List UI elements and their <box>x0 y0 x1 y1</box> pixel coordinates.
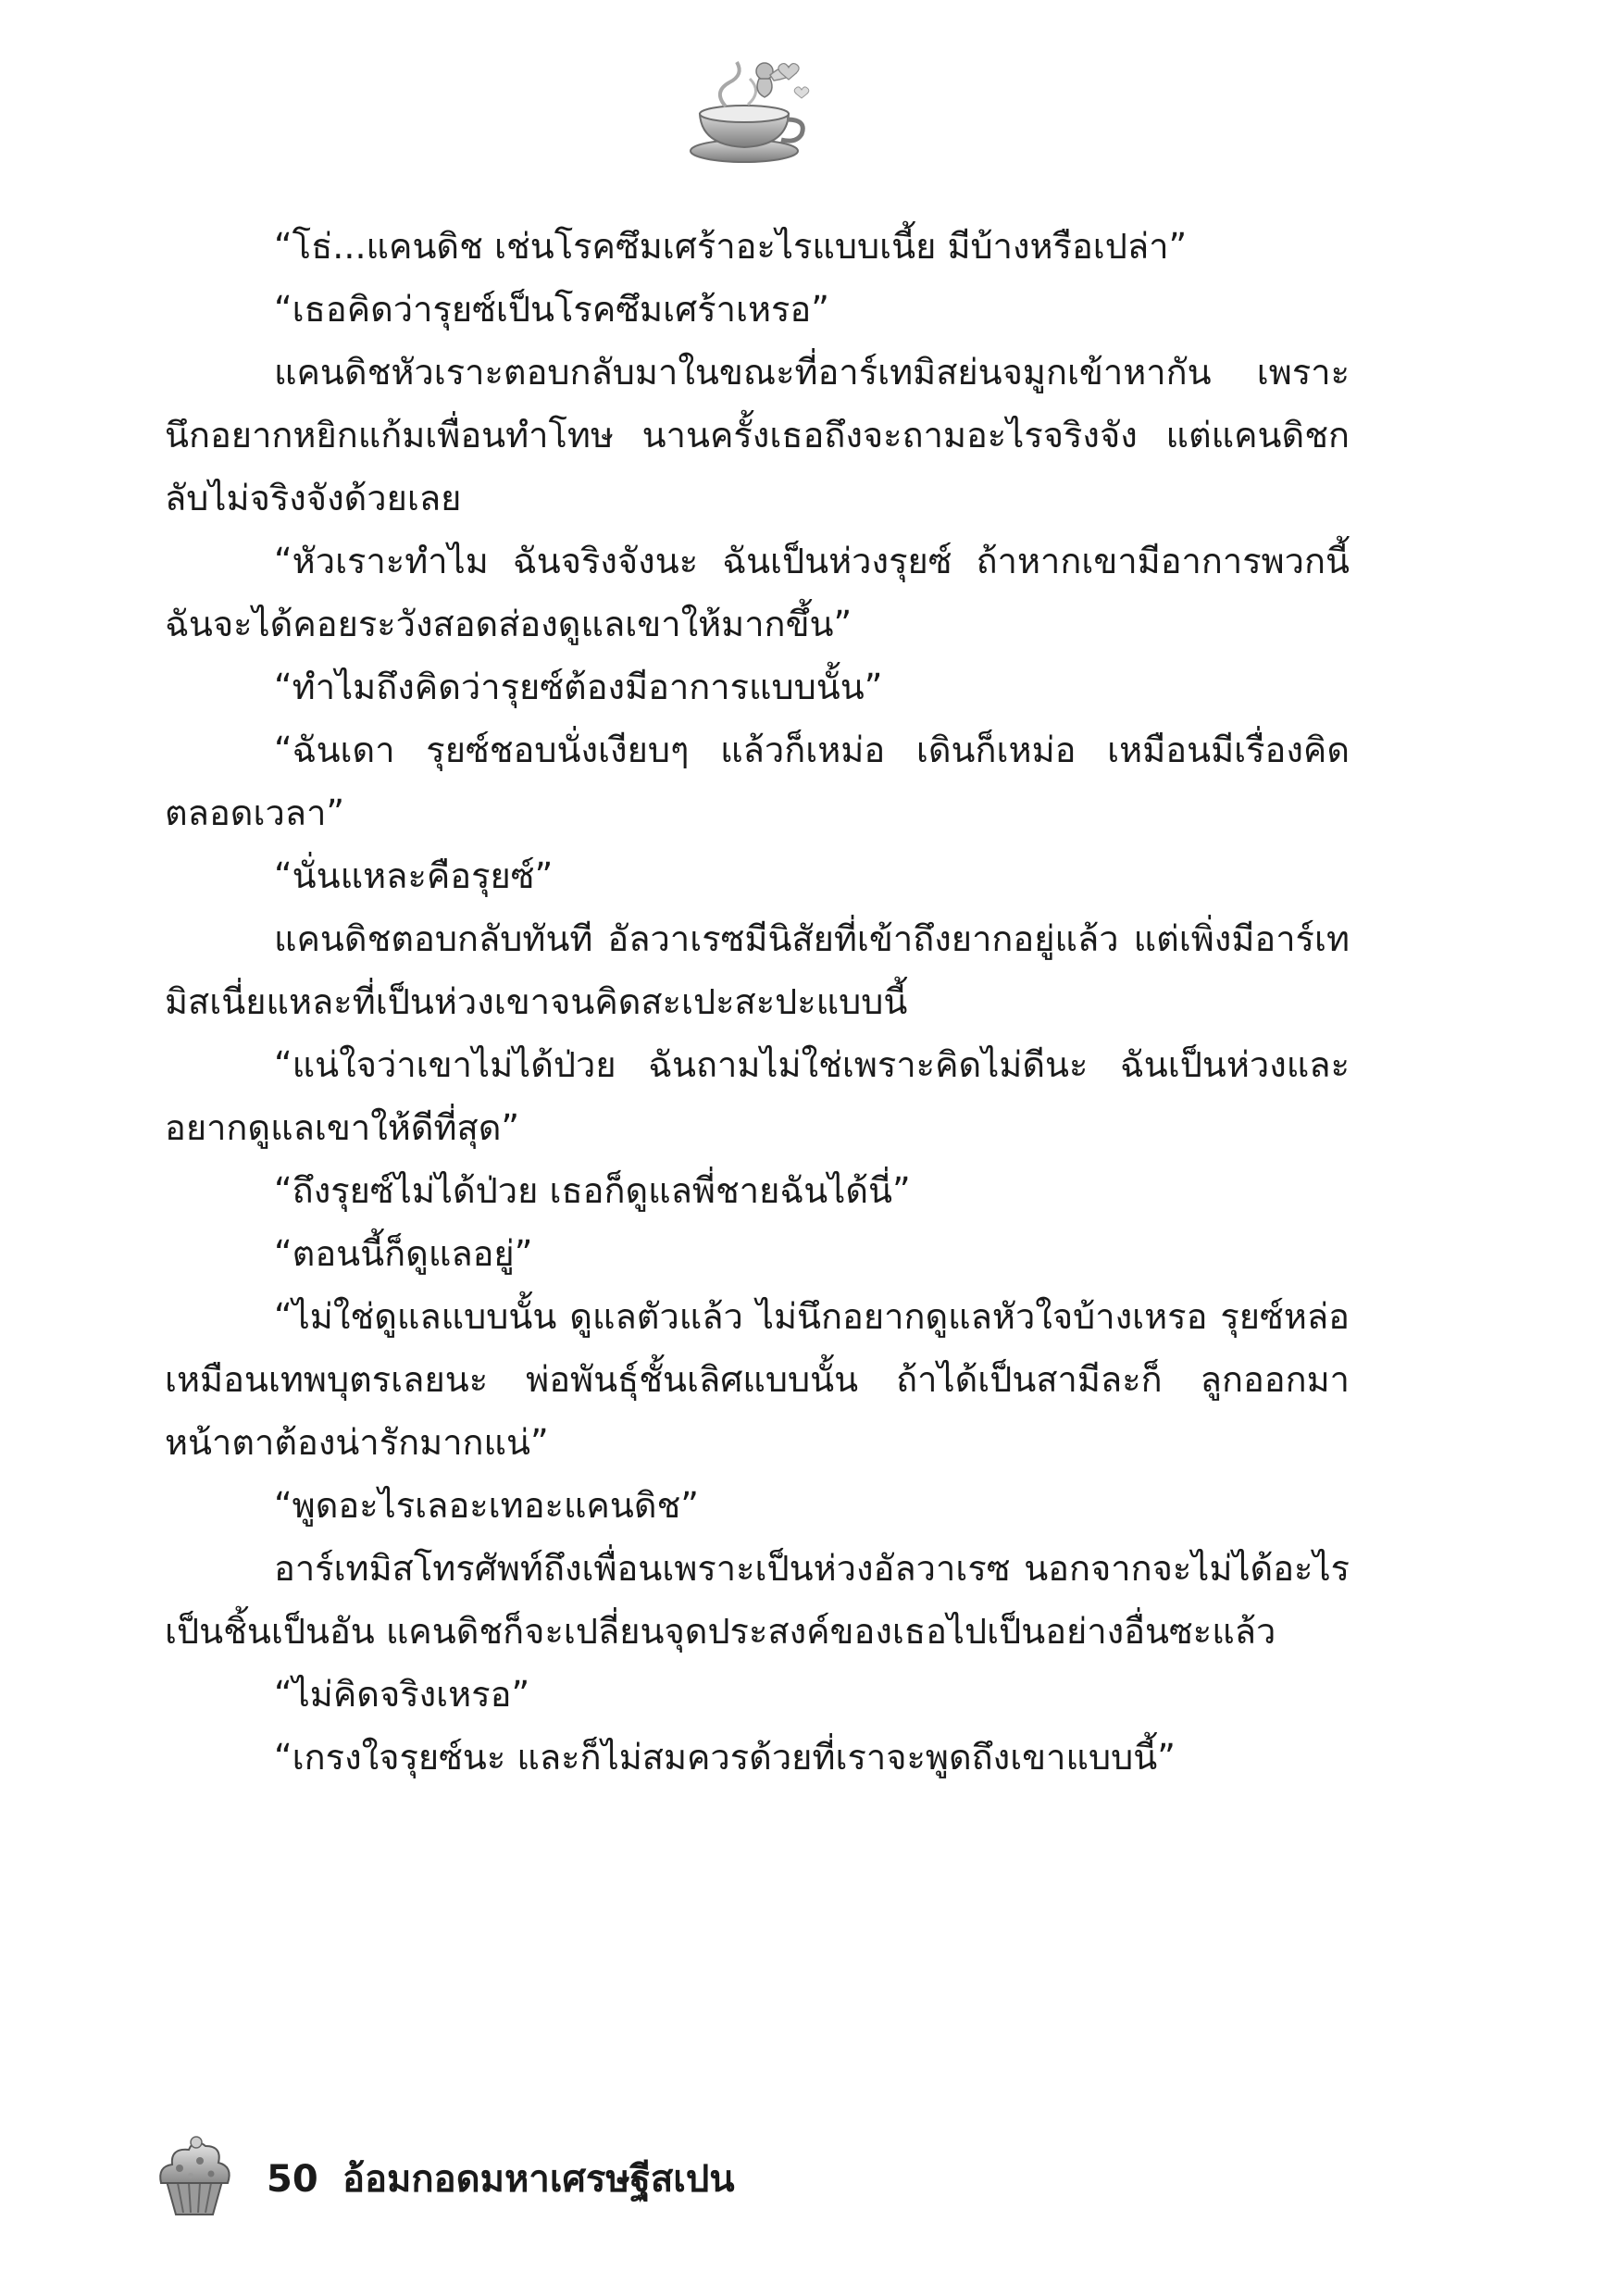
paragraph: “แน่ใจว่าเขาไม่ได้ป่วย ฉันถามไม่ใช่เพราะคิดไม่ดีนะ ฉันเป็นห่วงและอยากดูแลเขาให้ดีที่สุด” <box>165 1044 1350 1148</box>
paragraph: “นั่นแหละคือรุยซ์” <box>274 855 554 896</box>
paragraph: อาร์เทมิสโทรศัพท์ถึงเพื่อนเพราะเป็นห่วงอัลวาเรซ นอกจากจะไม่ได้อะไรเป็นชิ้นเป็นอัน แคนดิชก็จะเปลี่ยนจุดประสงค์ของเธอไปเป็นอย่างอื่นซะแล้ว <box>165 1548 1350 1652</box>
paragraph: “พูดอะไรเลอะเทอะแคนดิช” <box>274 1485 699 1526</box>
book-title: อ้อมกอดมหาเศรษฐีสเปน <box>342 2158 735 2201</box>
paragraph: “ถึงรุยซ์ไม่ได้ป่วย เธอก็ดูแลพี่ชายฉันได้นี่” <box>274 1170 911 1211</box>
paragraph: “ตอนนี้ก็ดูแลอยู่” <box>274 1233 533 1274</box>
page-footer <box>148 2129 889 2231</box>
paragraph: “ฉันเดา รุยซ์ชอบนั่งเงียบๆ แล้วก็เหม่อ เดินก็เหม่อ เหมือนมีเรื่องคิดตลอดเวลา” <box>165 730 1350 833</box>
paragraph: “โธ่...แคนดิช เช่นโรคซึมเศร้าอะไรแบบเนี้ย มีบ้างหรือเปล่า” <box>274 226 1188 267</box>
paragraph: “เกรงใจรุยซ์นะ และก็ไม่สมควรด้วยที่เราจะพูดถึงเขาแบบนี้” <box>274 1737 1176 1778</box>
page-number: 50 <box>267 2158 318 2201</box>
paragraph: แคนดิชตอบกลับทันที อัลวาเรซมีนิสัยที่เข้าถึงยากอยู่แล้ว แต่เพิ่งมีอาร์เทมิสเนี่ยแหละที่เป็นห่วงเขาจนคิดสะเปะสะปะแบบนี้ <box>165 918 1350 1022</box>
body-text <box>165 215 1350 2103</box>
cupid-teacup-icon <box>679 51 818 171</box>
paragraph: “เธอคิดว่ารุยซ์เป็นโรคซึมเศร้าเหรอ” <box>274 289 829 330</box>
paragraph: “ไม่ใช่ดูแลแบบนั้น ดูแลตัวแล้ว ไม่นึกอยากดูแลหัวใจบ้างเหรอ รุยซ์หล่อเหมือนเทพบุตรเลยนะ พ่อพันธุ์ชั้นเลิศแบบนั้น ถ้าได้เป็นสามีละก็ ลูกออกมาหน้าตาต้องน่ารักมากแน่” <box>165 1296 1350 1463</box>
cupcake-icon <box>148 2129 241 2222</box>
paragraph: “หัวเราะทำไม ฉันจริงจังนะ ฉันเป็นห่วงรุยซ์ ถ้าหากเขามีอาการพวกนี้ ฉันจะได้คอยระวังสอดส่องดูแลเขาให้มากขึ้น” <box>165 541 1350 644</box>
paragraph: แคนดิชหัวเราะตอบกลับมาในขณะที่อาร์เทมิสย่นจมูกเข้าหากัน เพราะนึกอยากหยิกแก้มเพื่อนทำโทษ นานครั้งเธอถึงจะถามอะไรจริงจัง แต่แคนดิชกลับไม่จริงจังด้วยเลย <box>165 352 1350 518</box>
paragraph: “ทำไมถึงคิดว่ารุยซ์ต้องมีอาการแบบนั้น” <box>274 667 883 707</box>
paragraph: “ไม่คิดจริงเหรอ” <box>274 1674 530 1715</box>
